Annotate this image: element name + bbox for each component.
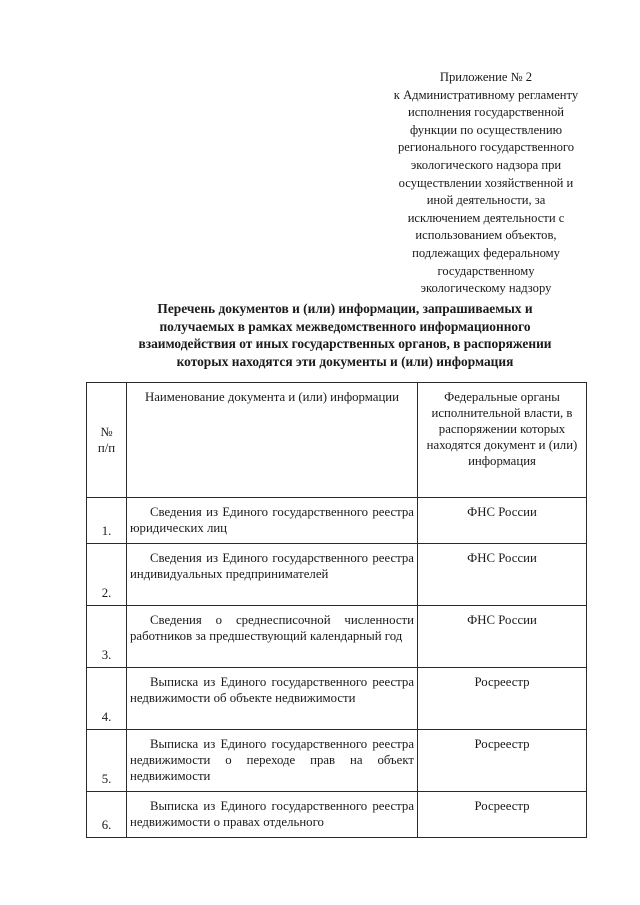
- annex-line: экологического надзора при: [410, 157, 562, 172]
- row-document-text: Сведения из Единого государственного реестра юридических лиц: [130, 505, 414, 535]
- table-header-row: [87, 383, 587, 498]
- table-row: [87, 498, 587, 544]
- row-number: 1.: [87, 498, 127, 544]
- header-authority: Федеральные органы исполнительной власти, в распоряжении которых находятся документ и (или) информация: [418, 383, 587, 498]
- row-document-text: Выписка из Единого государственного реестра недвижимости об объекте недвижимости: [130, 675, 414, 705]
- annex-line: исключением деятельности с: [407, 210, 565, 225]
- row-document-name: [127, 606, 418, 668]
- row-authority: ФНС России: [418, 606, 587, 668]
- header-number: [87, 383, 127, 498]
- row-document-text: Сведения о среднесписочной численности работников за предшествующий календарный год: [130, 613, 414, 643]
- documents-table: [86, 382, 587, 838]
- row-document-text: Сведения из Единого государственного реестра индивидуальных предпринимателей: [130, 551, 414, 581]
- table-row: [87, 792, 587, 838]
- annex-line: государственному: [437, 263, 535, 278]
- row-authority: Росреестр: [418, 668, 587, 730]
- row-document-text: Выписка из Единого государственного реестра недвижимости о правах отдельного: [130, 799, 414, 829]
- header-number-sign: №: [100, 425, 113, 439]
- table-row: [87, 544, 587, 606]
- row-number: 3.: [87, 606, 127, 668]
- annex-line: подлежащих федеральному: [412, 245, 560, 260]
- row-number: 4.: [87, 668, 127, 730]
- row-document-text: Выписка из Единого государственного реестра недвижимости о переходе прав на объект недвижимости: [130, 737, 414, 783]
- header-document-name: Наименование документа и (или) информации: [127, 383, 418, 498]
- title-line: которых находятся эти документы и (или) информация: [176, 353, 514, 369]
- table-row: [87, 606, 587, 668]
- document-title: [95, 300, 595, 370]
- annex-line: Приложение № 2: [439, 70, 533, 84]
- row-document-name: [127, 792, 418, 838]
- title-line: Перечень документов и (или) информации, запрашиваемых и: [157, 301, 533, 316]
- annex-header: [380, 69, 592, 298]
- row-authority: ФНС России: [418, 498, 587, 544]
- row-number: 5.: [87, 730, 127, 792]
- row-document-name: [127, 498, 418, 544]
- table-row: [87, 668, 587, 730]
- annex-line: регионального государственного: [397, 140, 575, 155]
- row-authority: Росреестр: [418, 792, 587, 838]
- row-document-name: [127, 730, 418, 792]
- header-number-abbr: п/п: [97, 441, 116, 455]
- row-number: 2.: [87, 544, 127, 606]
- annex-line: к Административному регламенту: [393, 87, 579, 102]
- row-document-name: [127, 668, 418, 730]
- title-line: взаимодействия от иных государственных органов, в распоряжении: [138, 336, 552, 351]
- row-authority: ФНС России: [418, 544, 587, 606]
- annex-line: экологическому надзору: [420, 281, 552, 296]
- annex-line: исполнения государственной: [408, 105, 564, 120]
- row-document-name: [127, 544, 418, 606]
- annex-line: использованием объектов,: [415, 228, 557, 243]
- annex-line: осуществлении хозяйственной и: [398, 175, 574, 190]
- annex-line: иной деятельности, за: [426, 193, 546, 208]
- annex-line: функции по осуществлению: [409, 122, 563, 137]
- title-line: получаемых в рамках межведомственного информационного: [159, 318, 531, 334]
- row-authority: Росреестр: [418, 730, 587, 792]
- table-row: [87, 730, 587, 792]
- row-number: 6.: [87, 792, 127, 838]
